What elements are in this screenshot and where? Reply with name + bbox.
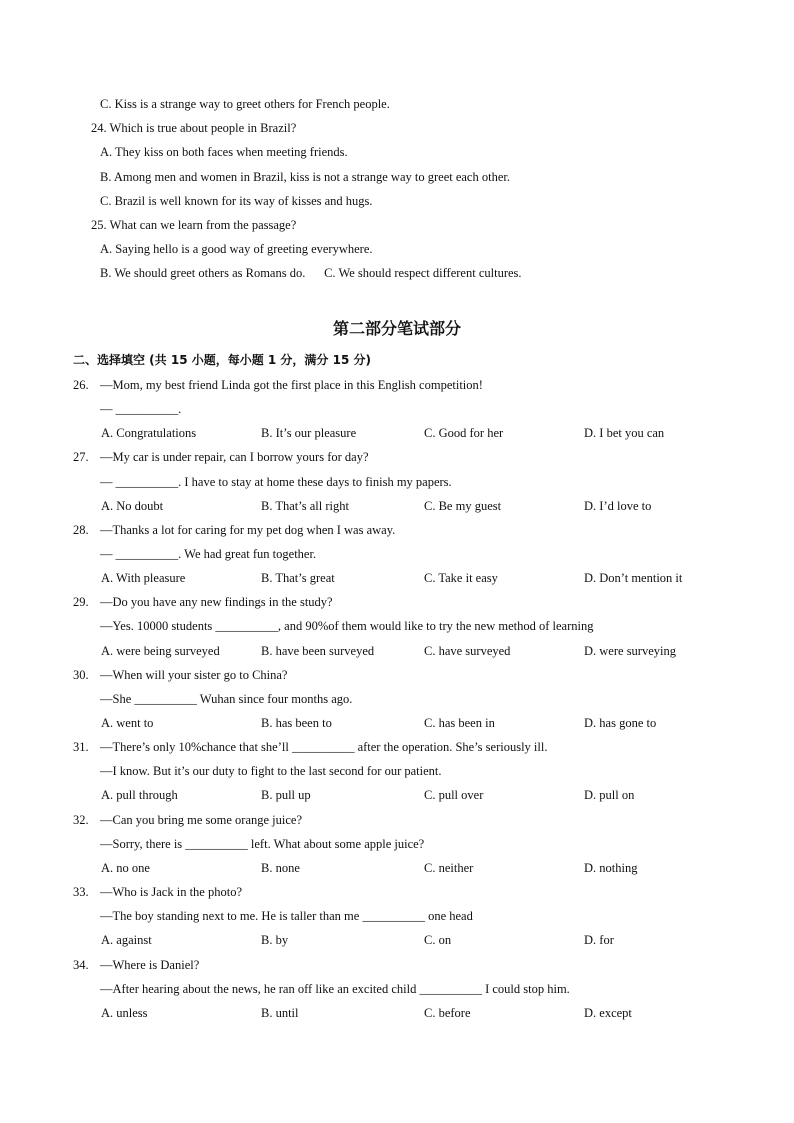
option-a: A. pull through [101,788,178,802]
section-heading: 二、选择填空 (共 15 小题，每小题 1 分，满分 15 分) [73,353,371,367]
q25-stem: 25. What can we learn from the passage? [91,218,297,232]
question-line2: —The boy standing next to me. He is taller than me __________ one head [100,909,473,923]
option-a: A. against [101,933,152,947]
question-line2: —I know. But it’s our duty to fight to the last second for our patient. [100,764,442,778]
option-c: C. Good for her [424,426,504,440]
option-a: A. no one [101,861,150,875]
option-d: D. were surveying [584,644,676,658]
option-b: B. That’s all right [261,499,349,513]
question-line2: —Yes. 10000 students __________, and 90%of them would like to try the new method of learning [100,619,594,633]
q24-option-a: A. They kiss on both faces when meeting friends. [100,145,348,159]
option-b: B. That’s great [261,571,335,585]
question-number: 32. [73,813,89,827]
q25-options-bc: B. We should greet others as Romans do. C. We should respect different cultures. [100,266,522,280]
part-title: 第二部分笔试部分 [332,319,461,338]
option-c: C. has been in [424,716,495,730]
question-number: 26. [73,378,89,392]
question-line2: —Sorry, there is __________ left. What about some apple juice? [100,837,425,851]
question-number: 27. [73,450,89,464]
option-b: B. pull up [261,788,311,802]
q24-option-b: B. Among men and women in Brazil, kiss is not a strange way to greet each other. [100,170,510,184]
option-c: C. Be my guest [424,499,502,513]
option-b: B. none [261,861,300,875]
option-c: C. Take it easy [424,571,498,585]
q24-stem: 24. Which is true about people in Brazil? [91,121,297,135]
option-d: D. I’d love to [584,499,652,513]
question-line2: — __________. We had great fun together. [100,547,317,561]
option-c: C. have surveyed [424,644,511,658]
question-line2: — __________. I have to stay at home these days to finish my papers. [100,475,452,489]
option-b: B. It’s our pleasure [261,426,357,440]
question-line1: —Where is Daniel? [100,958,200,972]
option-a: A. No doubt [101,499,164,513]
question-line2: —She __________ Wuhan since four months ago. [100,692,353,706]
question-number: 31. [73,740,89,754]
question-number: 33. [73,885,89,899]
option-d: D. pull on [584,788,635,802]
option-a: A. were being surveyed [101,644,220,658]
option-c: C. on [424,933,452,947]
question-line1: —My car is under repair, can I borrow yours for day? [100,450,369,464]
q25-option-a: A. Saying hello is a good way of greeting everywhere. [100,242,373,256]
option-a: A. With pleasure [101,571,186,585]
option-c: C. before [424,1006,471,1020]
option-a: A. Congratulations [101,426,197,440]
q24-option-c: C. Brazil is well known for its way of kisses and hugs. [100,194,373,208]
question-line2: — __________. [100,402,182,416]
option-b: B. has been to [261,716,332,730]
question-number: 29. [73,595,89,609]
option-a: A. unless [101,1006,148,1020]
question-line2: —After hearing about the news, he ran off like an excited child __________ I could stop him. [100,982,570,996]
option-c: C. pull over [424,788,484,802]
question-line1: —Do you have any new findings in the study? [100,595,333,609]
option-b: B. by [261,933,289,947]
question-line1: —Mom, my best friend Linda got the first place in this English competition! [100,378,483,392]
question-line1: —Who is Jack in the photo? [100,885,242,899]
option-c: C. neither [424,861,474,875]
option-d: D. nothing [584,861,638,875]
question-number: 28. [73,523,89,537]
question-line1: —When will your sister go to China? [100,668,288,682]
question-line1: —Can you bring me some orange juice? [100,813,303,827]
option-d: D. for [584,933,614,947]
question-number: 30. [73,668,89,682]
question-number: 34. [73,958,89,972]
question-line1: —There’s only 10%chance that she’ll __________ after the operation. She’s seriously ill. [100,740,548,754]
option-b: B. until [261,1006,299,1020]
option-a: A. went to [101,716,154,730]
option-d: D. except [584,1006,632,1020]
q23-option-c: C. Kiss is a strange way to greet others for French people. [100,97,390,111]
option-d: D. has gone to [584,716,657,730]
option-d: D. Don’t mention it [584,571,683,585]
option-d: D. I bet you can [584,426,665,440]
question-line1: —Thanks a lot for caring for my pet dog when I was away. [100,523,396,537]
option-b: B. have been surveyed [261,644,375,658]
